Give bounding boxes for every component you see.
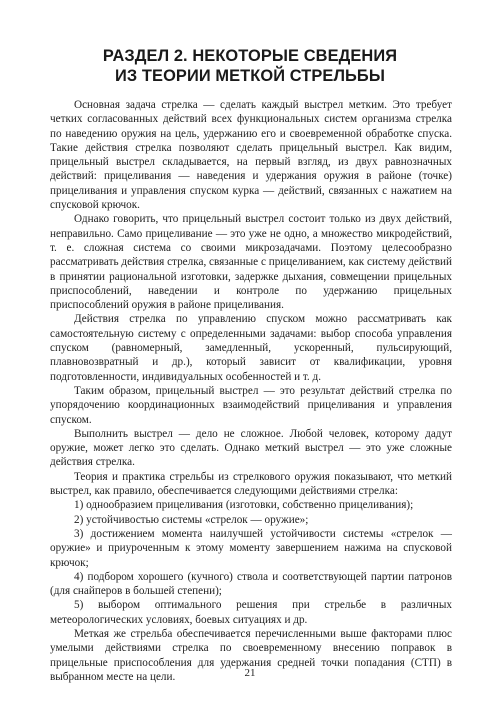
paragraph: Однако говорить, что прицельный выстрел состоит только из двух действий, неправильно. Само прицеливание — это уже не одно, а множество микродействий, т. е. сложная система со своими микрозадачами. Поэтому целесообразно рассматривать действия стрелка, связанные с прицеливанием, как систему действий в принятии рациональной изготовки, задержке дыхания, совмещении прицельных приспособлений, наведении и контроле по удержанию прицельных приспособлений оружия в районе прицеливания. xyxy=(50,213,452,312)
paragraph: Меткая же стрельба обеспечивается перечисленными выше факторами плюс умелыми действиями стрелка по своевременному внесению поправок в прицельные приспособления для удержания средней точки попадания (СТП) в выбранном месте на цели. xyxy=(50,627,452,683)
page-number: 21 xyxy=(244,667,256,679)
paragraph: Основная задача стрелка — сделать каждый выстрел метким. Это требует четких согласованных действий всех функциональных систем организма стрелка по наведению оружия на цель, удержанию его и своевременной обработке спуска. Такие действия стрелка позволяют сделать прицельный выстрел. Как видим, прицельный выстрел складывается, на первый взгляд, из двух равнозначных действий: прицеливания — наведения и удержания оружия в районе (точке) прицеливания и управления спуском курка — действий, связанных с нажатием на спусковой крючок. xyxy=(50,99,452,212)
paragraph: Таким образом, прицельный выстрел — это результат действий стрелка по упорядочению координационных взаимодействий прицеливания и управления спуском. xyxy=(50,384,452,426)
paragraph: Выполнить выстрел — дело не сложное. Любой человек, которому дадут оружие, может легко это сделать. Однако меткий выстрел — это уже сложные действия стрелка. xyxy=(50,427,452,469)
list-item: 4) подбором хорошего (кучного) ствола и соответствующей партии патронов (для снайперов в большей степени); xyxy=(50,570,452,598)
section-heading-line-2: ИЗ ТЕОРИИ МЕТКОЙ СТРЕЛЬБЫ xyxy=(115,67,385,85)
section-heading-line-1: РАЗДЕЛ 2. НЕКОТОРЫЕ СВЕДЕНИЯ xyxy=(102,47,398,65)
list-item: 5) выбором оптимального решения при стрельбе в различных метеорологических условиях, боевых ситуациях и др. xyxy=(50,599,452,626)
paragraph: Действия стрелка по управлению спуском можно рассматривать как самостоятельную систему с определенными задачами: выбор способа управления спуском (равномерный, замедленный, ускоренный, пульсирующий, плавновозвратный и др.), который зависит от квалификации, уровня подготовленности, индивидуальных особенностей и т. д. xyxy=(50,313,452,383)
list-item: 2) устойчивостью системы «стрелок — оружие»; xyxy=(74,513,309,526)
body-text xyxy=(50,98,452,684)
list-item: 1) однообразием прицеливания (изготовки, собственно прицеливания); xyxy=(74,499,414,512)
list-item: 3) достижением момента наилучшей устойчивости системы «стрелок — оружие» и приуроченным к этому моменту завершением нажима на спусковой крючок; xyxy=(50,527,452,569)
paragraph: Теория и практика стрельбы из стрелкового оружия показывают, что меткий выстрел, как правило, обеспечивается следующими действиями стрелка: xyxy=(50,470,452,498)
